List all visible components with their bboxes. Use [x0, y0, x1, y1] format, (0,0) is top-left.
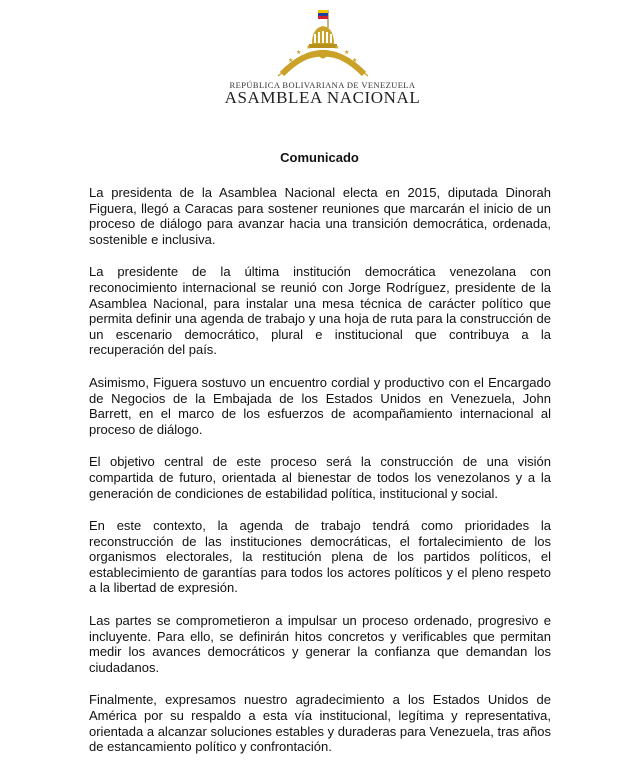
- svg-text:★: ★: [344, 49, 350, 56]
- paragraph: Asimismo, Figuera sostuvo un encuentro cordial y productivo con el Encargado de Negocios de la Embajada de los Estados Unidos en Venezuela, John Barrett, en el marco de los esfuerzos de acompañamiento internacional al proceso de diálogo.: [89, 374, 551, 437]
- svg-text:★: ★: [296, 49, 302, 56]
- svg-text:★: ★: [288, 57, 294, 64]
- paragraph: La presidente de la última institución democrática venezolana con reconocimiento internacional se reunió con Jorge Rodríguez, presidente de la Asamblea Nacional, para instalar una mesa técnica de carácter político que permita definir una agenda de trabajo y una hoja de ruta para la construcción de un escenario democrático, plural e institucional que contribuya a la recuperación del país.: [89, 264, 551, 358]
- asamblea-nacional-emblem-icon: [268, 4, 378, 82]
- paragraph: Finalmente, expresamos nuestro agradecimiento a los Estados Unidos de América por su respaldo a esta vía institucional, legítima y representativa, orientada a alcanzar soluciones estables y duraderas para Venezuela, tras años de estancamiento político y confrontación.: [89, 692, 551, 755]
- svg-text:★: ★: [334, 44, 340, 51]
- org-name: ASAMBLEA NACIONAL: [224, 88, 421, 107]
- svg-text:★: ★: [306, 44, 312, 51]
- paragraph: El objetivo central de este proceso será la construcción de una visión compartida de futuro, orientada al bienestar de todos los venezolanos y a la generación de condiciones de estabilidad política, institucional y social.: [89, 454, 551, 501]
- letterhead: [0, 0, 639, 112]
- document-body: [89, 185, 551, 772]
- org-subtitle: REPÚBLICA BOLIVARIANA DE VENEZUELA: [229, 80, 416, 90]
- document-title: Comunicado: [280, 150, 359, 165]
- svg-text:★: ★: [352, 57, 358, 64]
- paragraph: La presidenta de la Asamblea Nacional electa en 2015, diputada Dinorah Figuera, llegó a Caracas para sostener reuniones que marcarán el inicio de un proceso de diálogo para avanzar hacia una transición democrática, ordenada, sostenible e inclusiva.: [89, 185, 551, 247]
- paragraph: Las partes se comprometieron a impulsar un proceso ordenado, progresivo e incluyente. Para ello, se definirán hitos concretos y verificables que permitan medir los avances democráticos y generar la confianza que demandan los ciudadanos.: [89, 613, 551, 675]
- paragraph: En este contexto, la agenda de trabajo tendrá como prioridades la reconstrucción de las instituciones democráticas, el fortalecimiento de los organismos electorales, la restitución plena de los partidos políticos, el establecimiento de garantías para todos los actores políticos y el pleno respeto a la libertad de expresión.: [89, 518, 551, 596]
